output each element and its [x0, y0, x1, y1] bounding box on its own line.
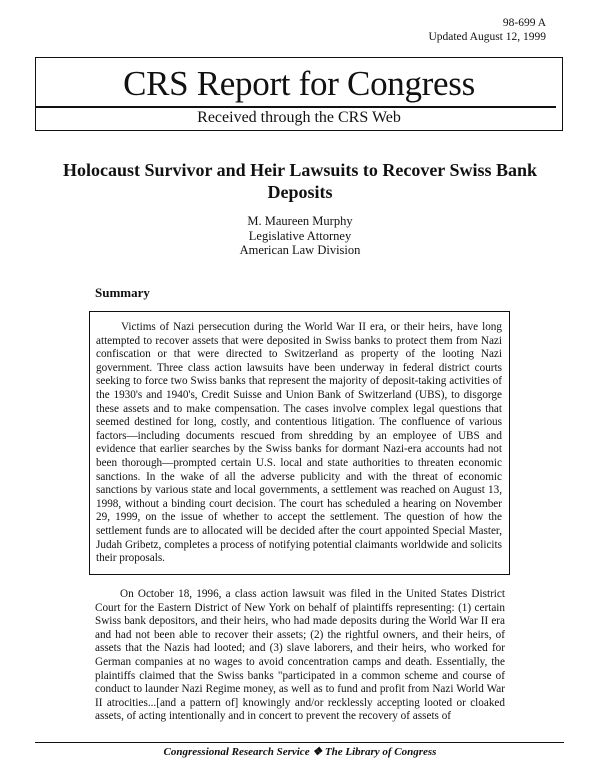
summary-heading: Summary — [95, 285, 150, 300]
document-title: Holocaust Survivor and Heir Lawsuits to Recover Swiss Bank Deposits — [62, 160, 538, 202]
body-paragraph: On October 18, 1996, a class action lawsuit was filed in the United States District Court for the Eastern District of New York on behalf of plaintiffs representing: (1) certain Swiss bank depositors, and their heirs, who had made deposits during the World War II era and had not been able to recover their assets; (2) the rightful owners, and their heirs, of assets that the Nazis had looted; and (3) slave laborers, and their heirs, who worked for German companies at no wages to avoid concentration camps and death. Essentially, the plaintiffs claimed that the Swiss banks "participated in a common scheme and course of conduct to launder Nazi Regime money, as well as to fund and profit from Nazi World War II atrocities...[and a pattern of] knowingly and/or recklessly accepting looted or cloaked assets, of acting intentionally and in concert to prevent the recovery of assets of — [95, 588, 505, 723]
author-name: M. Maureen Murphy — [247, 214, 353, 228]
banner-subtitle: Received through the CRS Web — [197, 109, 401, 126]
updated-date: Updated August 12, 1999 — [428, 31, 546, 43]
report-number: 98-699 A — [502, 17, 546, 29]
crs-banner — [35, 57, 563, 131]
report-meta — [428, 16, 546, 44]
banner-divider — [36, 106, 556, 108]
author-division: American Law Division — [239, 243, 361, 257]
footer-divider — [35, 742, 564, 743]
summary-text: Victims of Nazi persecution during the World War II era, or their heirs, have long attempted to recover assets that were deposited in Swiss banks to protect them from Nazi confiscation or that were directed to Switzerland as property of the looting Nazi government. Three class action lawsuits have been underway in federal district courts seeking to force two Swiss banks that represent the majority of deposit-taking activities of the 1930's and 1940's, Credit Suisse and Union Bank of Switzerland (UBS), to disgorge these assets and to make compensation. The cases involve complex legal questions that seemed destined for long, costly, and contentious litigation. The confluence of various factors—including documents rescued from shredding by an employee of UBS and evidence that earlier searches by the Swiss banks for dormant Nazi-era accounts had not been thorough—prompted certain U.S. local and state authorities to threaten economic sanctions. In the wake of all the adverse publicity and with the threat of economic sanctions by various state and local governments, a settlement was reached on August 13, 1998, without a binding court decision. The court has scheduled a hearing on November 29, 1999, on the issue of whether to accept the settlement. The question of how the settlement funds are to allocated will be decided after the court appointed Special Master, Judah Gribetz, completes a process of notifying potential claimants worldwide and solicits their proposals. — [96, 321, 502, 565]
summary-box — [89, 311, 510, 575]
banner-title: CRS Report for Congress — [123, 64, 475, 103]
author-block — [0, 214, 600, 258]
footer-text: Congressional Research Service ❖ The Library of Congress — [163, 746, 437, 758]
author-title: Legislative Attorney — [248, 228, 352, 243]
body-text — [95, 588, 505, 724]
